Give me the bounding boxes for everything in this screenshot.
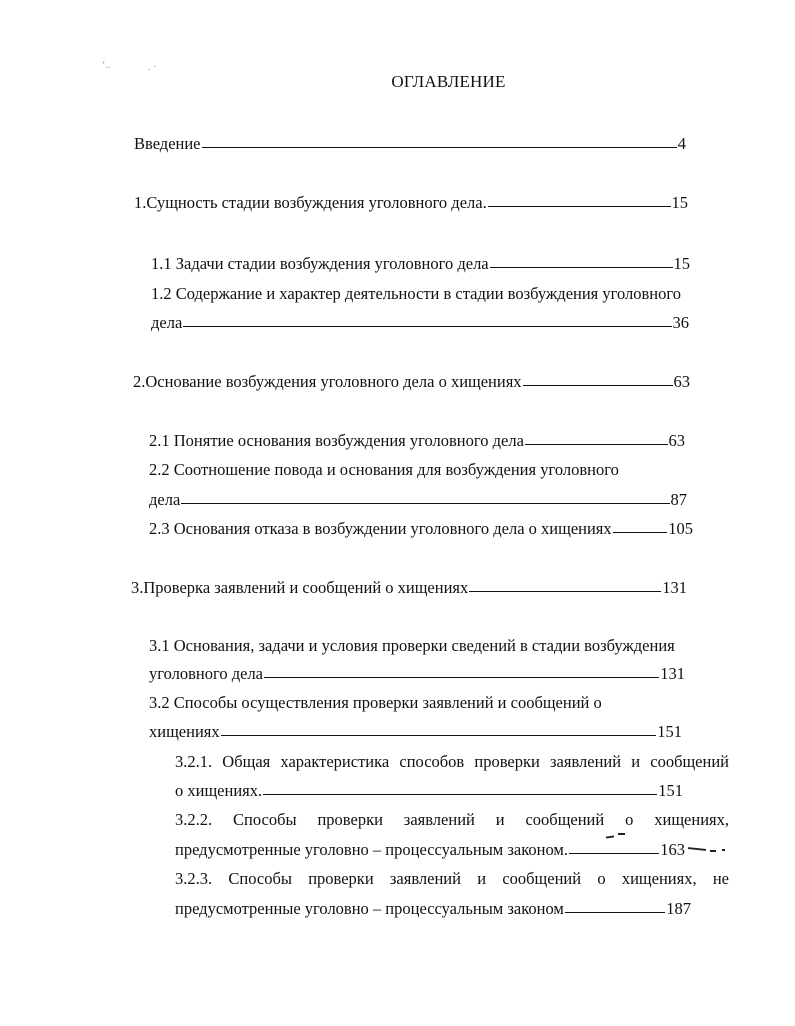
toc-entry-subsection-3-2-2-line2 <box>175 840 685 860</box>
toc-entry-text: 1.2 Содержание и характер деятельности в стадии возбуждения уголовного <box>151 284 681 303</box>
toc-leader <box>181 502 669 504</box>
toc-page-number: 163 <box>660 840 685 859</box>
pen-mark <box>722 849 725 851</box>
page-title: ОГЛАВЛЕНИЕ <box>391 72 506 91</box>
toc-page-number: 4 <box>677 134 686 153</box>
toc-entry-text: 3.Проверка заявлений и сообщений о хищениях <box>131 578 469 597</box>
toc-leader <box>525 443 668 445</box>
toc-entry-section-2-2-line1 <box>149 460 669 480</box>
toc-entry-text: 3.1 Основания, задачи и условия проверки сведений в стадии возбуждения <box>149 636 675 655</box>
toc-page-number: 36 <box>672 313 689 332</box>
toc-leader <box>221 734 657 736</box>
toc-leader <box>488 205 671 207</box>
toc-page-number: 15 <box>673 254 690 273</box>
toc-entry-text: 3.2 Способы осуществления проверки заявлений и сообщений о <box>149 693 602 712</box>
pen-mark <box>606 835 614 838</box>
toc-entry-section-3-1-line2 <box>149 664 685 684</box>
toc-leader <box>565 911 665 913</box>
toc-page-number: 151 <box>658 781 683 800</box>
toc-entry-chapter-2 <box>133 372 690 392</box>
toc-page-number: 63 <box>668 431 685 450</box>
toc-entry-text: 3.2.1. Общая характеристика способов проверки заявлений и сообщений <box>175 752 729 771</box>
toc-page-number: 187 <box>666 899 691 918</box>
toc-entry-text: 2.Основание возбуждения уголовного дела о хищениях <box>133 372 522 391</box>
toc-entry-text: 3.2.3. Способы проверки заявлений и сообщений о хищениях, не <box>175 869 729 888</box>
toc-entry-text: хищениях <box>149 722 220 741</box>
toc-entry-text: о хищениях. <box>175 781 263 800</box>
toc-entry-section-3-1-line1 <box>149 636 709 656</box>
toc-entry-section-2-3 <box>149 519 693 539</box>
toc-page-number: 63 <box>673 372 690 391</box>
toc-entry-text: 1.Сущность стадии возбуждения уголовного дела. <box>134 193 487 212</box>
toc-leader <box>490 266 673 268</box>
toc-entry-section-3-2-line2 <box>149 722 682 742</box>
toc-leader <box>469 590 661 592</box>
toc-page-number: 131 <box>660 664 685 683</box>
toc-entry-section-2-2-line2 <box>149 490 687 510</box>
toc-leader <box>569 852 659 854</box>
toc-entry-text: дела <box>151 313 183 332</box>
toc-entry-text: дела <box>149 490 181 509</box>
toc-entry-text: 2.1 Понятие основания возбуждения уголовного дела <box>149 431 524 450</box>
pen-mark <box>688 847 706 851</box>
toc-page-number: 15 <box>671 193 688 212</box>
toc-entry-section-1-1 <box>151 254 690 274</box>
toc-entry-text: 2.3 Основания отказа в возбуждении уголовного дела о хищениях <box>149 519 612 538</box>
toc-entry-subsection-3-2-3-line1 <box>175 869 729 889</box>
toc-leader <box>202 146 677 148</box>
scan-speck: . · <box>148 62 157 73</box>
toc-leader <box>523 384 673 386</box>
toc-page-number: 151 <box>657 722 682 741</box>
toc-entry-text: уголовного дела <box>149 664 264 683</box>
toc-entry-text: предусмотренные уголовно – процессуальным законом <box>175 899 564 918</box>
toc-page-number: 131 <box>662 578 687 597</box>
scan-speck: ʻ.. <box>102 60 111 71</box>
toc-entry-subsection-3-2-1-line1 <box>175 752 729 772</box>
toc-entry-text: 1.1 Задачи стадии возбуждения уголовного дела <box>151 254 489 273</box>
toc-entry-chapter-3 <box>131 578 687 598</box>
toc-entry-introduction <box>134 134 686 154</box>
toc-entry-text: 3.2.2. Способы проверки заявлений и сообщений о хищениях, <box>175 810 729 829</box>
toc-leader <box>264 676 659 678</box>
toc-entry-chapter-1 <box>134 193 688 213</box>
toc-entry-section-1-2-line1 <box>151 284 713 304</box>
toc-entry-section-1-2-line2 <box>151 313 689 333</box>
pen-mark <box>618 833 625 835</box>
toc-entry-subsection-3-2-3-line2 <box>175 899 691 919</box>
pen-mark <box>710 850 716 852</box>
toc-entry-text: Введение <box>134 134 201 153</box>
toc-page-number: 105 <box>668 519 693 538</box>
toc-entry-section-3-2-line1 <box>149 693 629 713</box>
toc-leader <box>263 793 657 795</box>
toc-entry-section-2-1 <box>149 431 685 451</box>
toc-entry-subsection-3-2-2-line1 <box>175 810 729 830</box>
toc-leader <box>613 531 668 533</box>
toc-entry-text: предусмотренные уголовно – процессуальным законом. <box>175 840 568 859</box>
toc-page-number: 87 <box>670 490 687 509</box>
toc-entry-subsection-3-2-1-line2 <box>175 781 683 801</box>
toc-leader <box>183 325 671 327</box>
toc-entry-text: 2.2 Соотношение повода и основания для возбуждения уголовного <box>149 460 619 479</box>
